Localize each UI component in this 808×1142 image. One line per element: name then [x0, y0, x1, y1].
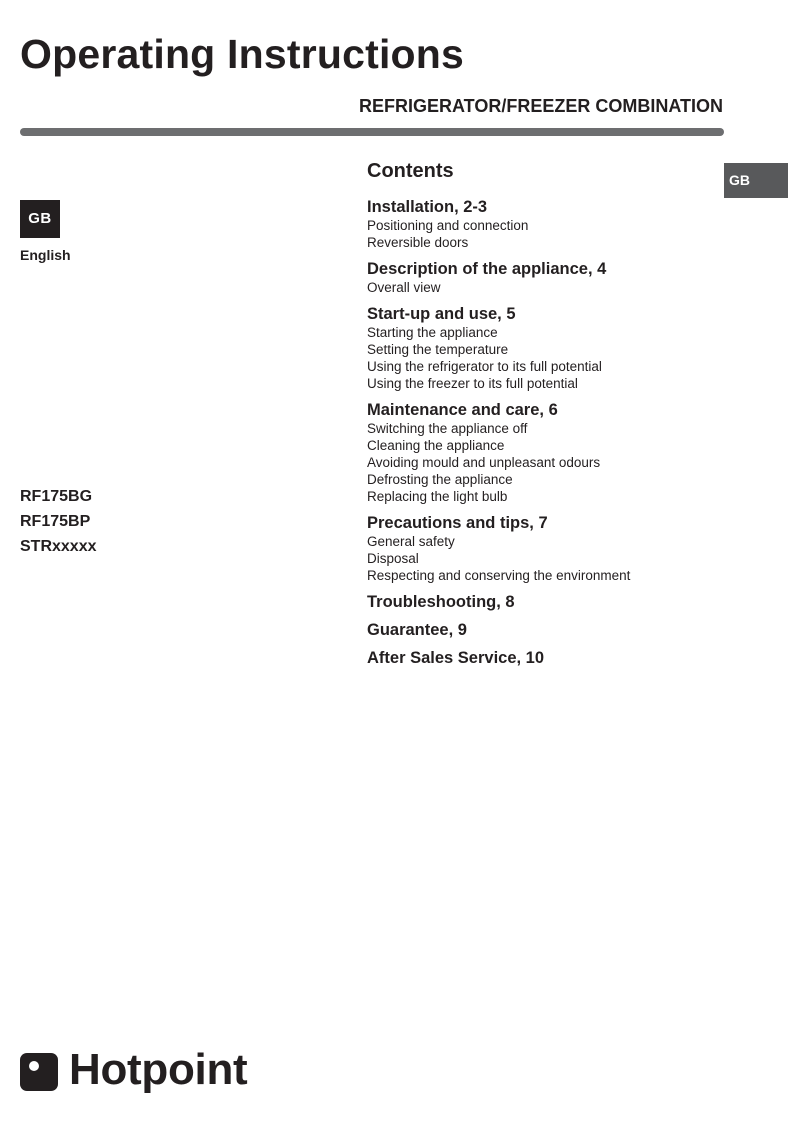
toc-item: Replacing the light bulb: [367, 489, 508, 504]
toc-item: Avoiding mould and unpleasant odours: [367, 455, 601, 470]
toc-heading: Installation, 2-3: [367, 198, 488, 216]
model-list: [20, 484, 97, 559]
toc-heading: Troubleshooting, 8: [367, 593, 515, 611]
toc-item: Positioning and connection: [367, 218, 529, 233]
toc-section-guarantee: [367, 621, 630, 640]
page-title: Operating Instructions: [20, 31, 465, 77]
toc-heading: Start-up and use, 5: [367, 305, 516, 323]
toc-items: [367, 279, 630, 296]
toc-heading: Maintenance and care, 6: [367, 401, 558, 419]
toc-item: Defrosting the appliance: [367, 472, 513, 487]
toc-item: Starting the appliance: [367, 325, 498, 340]
toc-items: [367, 217, 630, 251]
toc-section-precautions: [367, 514, 630, 584]
toc-item: Using the freezer to its full potential: [367, 376, 578, 391]
toc-heading: Guarantee, 9: [367, 621, 467, 639]
toc-heading: After Sales Service, 10: [367, 649, 545, 667]
model-number: STRxxxxx: [20, 538, 97, 555]
toc-items: [367, 533, 630, 584]
toc-item: Respecting and conserving the environment: [367, 568, 631, 583]
product-type: REFRIGERATOR/FREEZER COMBINATION: [359, 96, 723, 116]
toc-item: Using the refrigerator to its full potential: [367, 359, 602, 374]
language-side-tab: GB: [724, 163, 788, 198]
hotpoint-logo-icon: [20, 1053, 58, 1091]
toc-item: Switching the appliance off: [367, 421, 528, 436]
toc-section-description: [367, 260, 630, 296]
toc-section-after-sales: [367, 649, 630, 668]
toc-section-startup: [367, 305, 630, 392]
toc-heading: Precautions and tips, 7: [367, 514, 548, 532]
language-name: English: [20, 247, 71, 263]
toc-item: General safety: [367, 534, 455, 549]
model-number: RF175BG: [20, 488, 93, 505]
toc-item: Cleaning the appliance: [367, 438, 505, 453]
toc-item: Overall view: [367, 280, 441, 295]
toc-section-troubleshooting: [367, 593, 630, 612]
toc-section-installation: [367, 198, 630, 251]
toc-item: Disposal: [367, 551, 419, 566]
toc-heading: Description of the appliance, 4: [367, 260, 607, 278]
contents-title: Contents: [367, 160, 454, 182]
model-number: RF175BP: [20, 513, 91, 530]
toc-item: Reversible doors: [367, 235, 469, 250]
language-badge: GB: [20, 200, 60, 238]
toc-items: [367, 420, 630, 505]
toc-section-maintenance: [367, 401, 630, 505]
brand-name: Hotpoint: [69, 1045, 248, 1094]
toc-item: Setting the temperature: [367, 342, 509, 357]
toc-items: [367, 324, 630, 392]
table-of-contents: [367, 198, 630, 677]
header-divider: [20, 128, 724, 136]
